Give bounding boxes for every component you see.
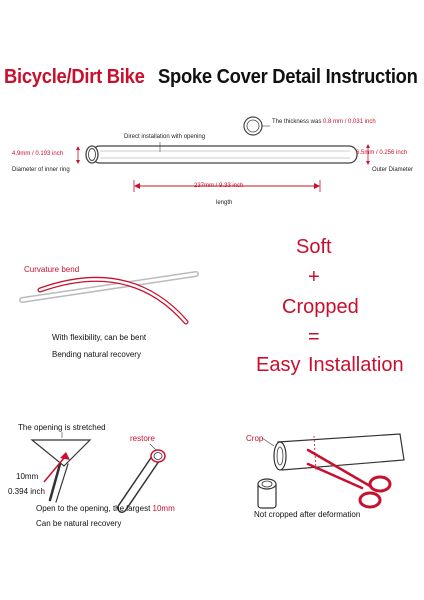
open-note-value: 10mm: [152, 504, 175, 513]
title-part1: Bicycle/Dirt Bike: [4, 66, 145, 88]
recovery-label: Bending natural recovery: [52, 350, 141, 359]
size-mm-label: 10mm: [16, 472, 39, 481]
curvature-label: Curvature bend: [24, 265, 80, 274]
thickness-value: 0.8 mm / 0.031 inch: [323, 119, 376, 125]
size-inch-label: 0.394 inch: [8, 487, 45, 496]
flexibility-label: With flexibility, can be bent: [52, 333, 147, 342]
title-part2: Spoke Cover Detail Instruction: [158, 66, 418, 88]
natural-recovery-label: Can be natural recovery: [36, 519, 122, 528]
slogan-installation: Installation: [308, 354, 404, 376]
inner-diameter-label: Diameter of inner ring: [12, 167, 70, 173]
length-value: 237mm / 9.33 inch: [194, 183, 244, 189]
inner-diameter-value: 4.9mm / 0.193 inch: [12, 151, 64, 157]
direct-installation-label: Direct installation with opening: [124, 134, 206, 140]
open-note: Open to the opening, the largest 10mm: [36, 504, 175, 513]
crop-label: Crop: [246, 434, 264, 443]
slogan-easy: Easy: [256, 354, 301, 376]
straight-tube-illustration: [0, 110, 424, 220]
length-label: length: [216, 200, 233, 206]
slogan-equals: =: [308, 326, 320, 348]
not-cropped-label: Not cropped after deformation: [254, 510, 361, 519]
stretched-label: The opening is stretched: [18, 423, 106, 432]
slogan-plus: +: [308, 266, 320, 288]
crop-illustration: [230, 430, 424, 520]
thickness-label: The thickness was 0.8 mm / 0.031 inch: [272, 119, 376, 125]
slogan-soft: Soft: [296, 236, 332, 258]
outer-diameter-label: Outer Diameter: [372, 167, 414, 173]
slogan-cropped: Cropped: [282, 296, 359, 318]
restore-label: restore: [130, 434, 155, 443]
outer-diameter-value: 6.5mm / 0.256 inch: [356, 150, 408, 156]
